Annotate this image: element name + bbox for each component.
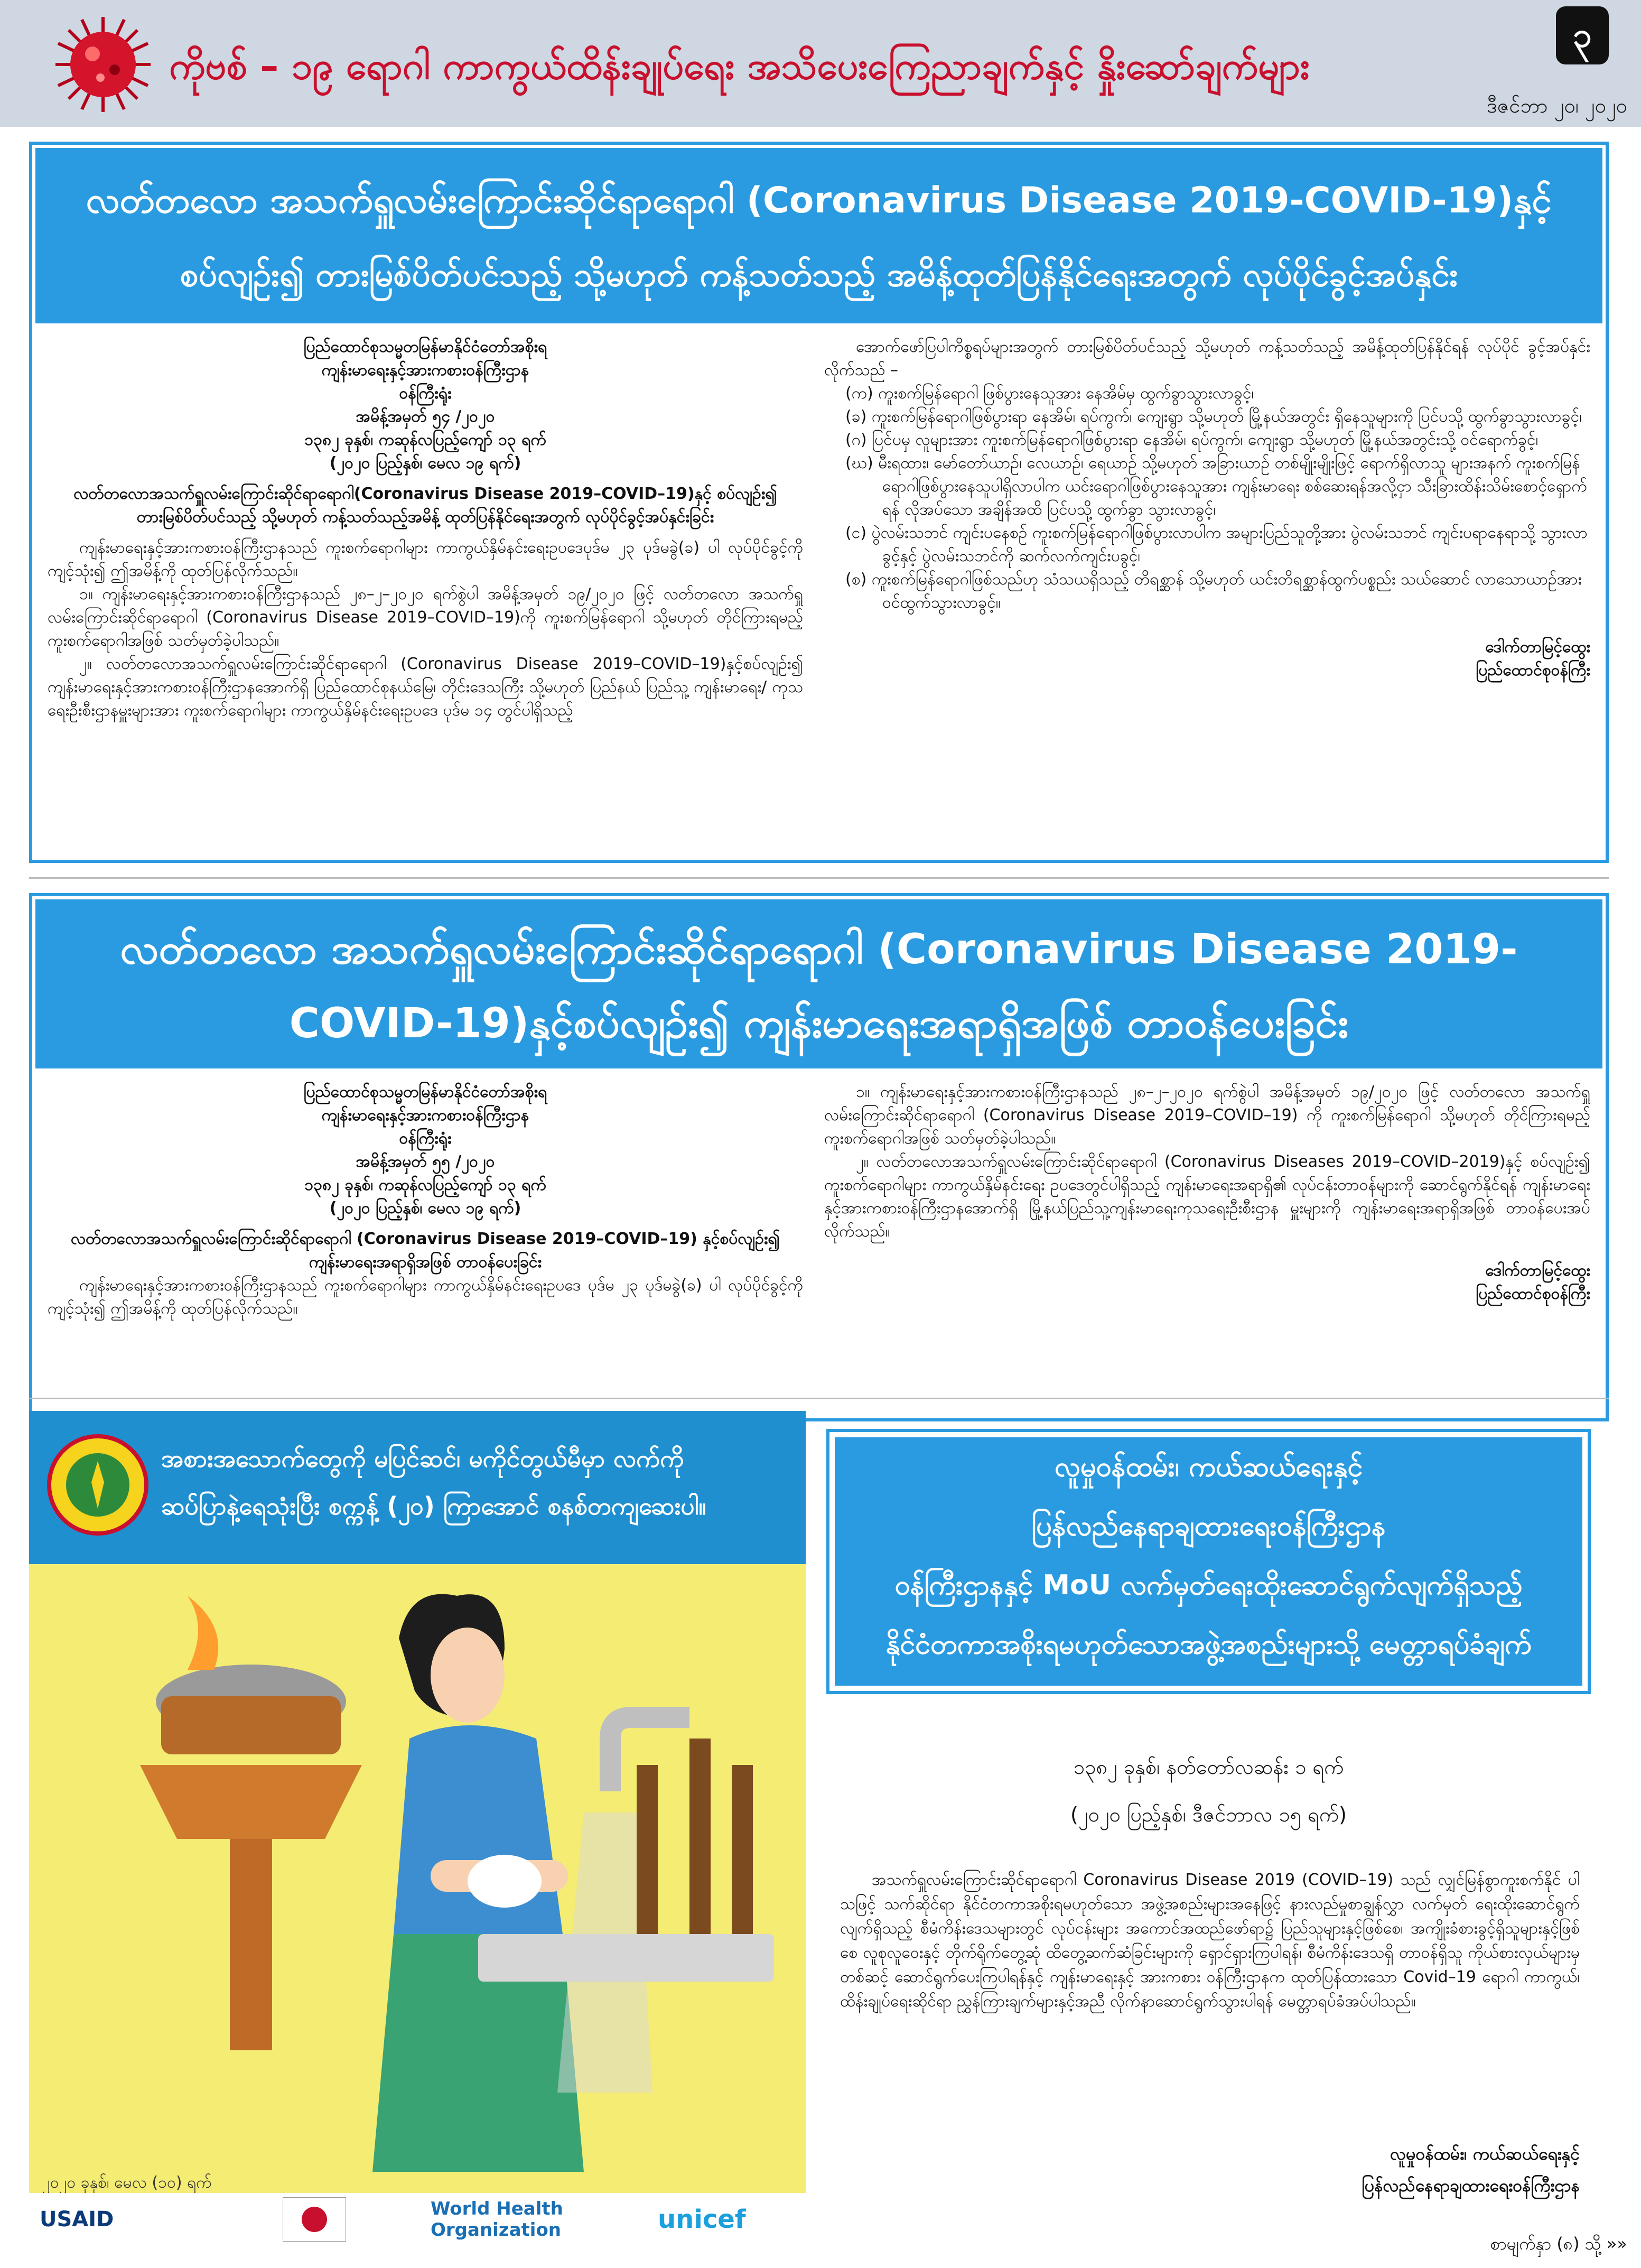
order-54-title-line1: လတ်တလော အသက်ရှူလမ်းကြောင်းဆိုင်ရာရောဂါ (Coronavirus Disease 2019-COVID-19)နှင့် xyxy=(86,180,1552,221)
handwashing-illustration xyxy=(29,1564,806,2172)
order-paragraph-2: ၂။ လတ်တလောအသက်ရှူလမ်းကြောင်းဆိုင်ရာရောဂါ (Coronavirus Disease 2019–COVID–19)နှင့်စပ်လျဉ်း၍ ကျန်းမာရေးနှင့်အားကစားဝန်ကြီးဌာနအောက်ရှိ ပြည်ထောင်စုနယ်မြေ၊ တိုင်းဒေသကြီး သို့မဟုတ် ပြည်နယ် ပြည်သူ့ ကျန်းမာရေး/ ကုသရေးဦးစီးဌာနမှူးများအား ကူးစက်ရောဂါများ ကာကွယ်နှိမ်နင်းရေးဥပဒေ ပုဒ်မ ၁၄ တွင်ပါရှိသည့် xyxy=(48,655,803,720)
order-header-line: ကျန်းမာရေးနှင့်အားကစားဝန်ကြီးဌာန xyxy=(321,1106,529,1124)
signatory-name: ဒေါက်တာမြင့်ထွေး xyxy=(1485,1261,1590,1280)
order-paragraph-2: ၂။ လတ်တလောအသက်ရှူလမ်းကြောင်းဆိုင်ရာရောဂါ (Coronavirus Diseases 2019–COVID–2019)နှင့် စပ်လျဉ်း၍ ကူးစက်ရောဂါများ ကာကွယ်နှိမ်နင်းရေး ဥပဒေတွင်ပါရှိသည့် ကျန်းမာရေးအရာရှိ၏ လုပ်ငန်းတာဝန်များကို ဆောင်ရွက်နိုင်ရန် ကျန်းမာရေးနှင့်အားကစားဝန်ကြီးဌာနအောက်ရှိ မြို့နယ်ပြည်သူ့ကျန်းမာရေးကုသရေးဦးစီးဌာန မှူးများကို ကျန်းမာရေးအရာရှိအဖြစ် တာဝန်ပေးအပ်လိုက်သည်။ xyxy=(824,1152,1590,1241)
order-54-right-column xyxy=(824,336,1590,856)
order-55-title-line1: လတ်တလော အသက်ရှူလမ်းကြောင်းဆိုင်ရာရောဂါ (Coronavirus Disease 2019- xyxy=(120,926,1518,973)
order-paragraph-1: ၁။ ကျန်းမာရေးနှင့်အားကစားဝန်ကြီးဌာနသည် ၂၈–၂–၂၀၂၀ ရက်စွဲပါ အမိန့်အမှတ် ၁၉/၂၀၂၀ ဖြင့် လတ်တလော အသက်ရှူလမ်းကြောင်းဆိုင်ရာရောဂါ (Coronavirus Disease 2019–COVID–19) ကို ကူးစက်မြန်ရောဂါ သို့မဟုတ် တိုင်ကြားရမည့် ကူးစက်ရောဂါအဖြစ် သတ်မှတ်ခဲ့ပါသည်။ xyxy=(824,1083,1590,1148)
order-header-line: ပြည်ထောင်စုသမ္မတမြန်မာနိုင်ငံတော်အစိုးရ xyxy=(303,1083,547,1101)
order-header-line: ကျန်းမာရေးနှင့်အားကစားဝန်ကြီးဌာန xyxy=(321,361,529,379)
order-subject: လတ်တလောအသက်ရှူလမ်းကြောင်းဆိုင်ရာရောဂါ (Coronavirus Disease 2019–COVID–19) နှင့်စပ်လျဉ်း၍ ကျန်းမာရေးအရာရှိအဖြစ် တာဝန်ပေးခြင်း xyxy=(71,1230,780,1271)
memo-title-line: လူမှုဝန်ထမ်း၊ ကယ်ဆယ်ရေးနှင့် xyxy=(1054,1451,1363,1483)
signatory-title: ပြည်ထောင်စုဝန်ကြီး xyxy=(1476,1285,1590,1303)
memo-title-line: ပြန်လည်နေရာချထားရေးဝန်ကြီးဌာန xyxy=(1031,1510,1386,1542)
memo-date-myanmar: ၁၃၈၂ ခုနှစ်၊ နတ်တော်လဆန်း ၁ ရက် xyxy=(1073,1755,1344,1779)
order-54-title-line2: စပ်လျဉ်း၍ တားမြစ်ပိတ်ပင်သည့် သို့မဟုတ် ကန့်သတ်သည့် အမိန့်ထုတ်ပြန်နိုင်ရေးအတွက် လုပ်ပိုင်ခွင့်အပ်နှင်း xyxy=(180,255,1458,294)
page-title: ကိုဗစ် – ၁၉ ရောဂါ ကာကွယ်ထိန်းချုပ်ရေး အသိပေးကြေညာချက်နှင့် နှိုးဆော်ချက်များ xyxy=(169,44,1310,88)
ministry-emblem-icon xyxy=(45,1432,151,1538)
order-55-left-column xyxy=(48,1081,803,1414)
order-item: (က) ကူးစက်မြန်ရောဂါ ဖြစ်ပွားနေသူအား နေအိမ်မှ ထွက်ခွာသွားလာခွင့်၊ xyxy=(845,384,1254,403)
poster-message xyxy=(161,1435,795,1551)
coronavirus-icon xyxy=(50,12,156,117)
memo-title-line: ဝန်ကြီးဌာနနှင့် MoU လက်မှတ်ရေးထိုးဆောင်ရွက်လျက်ရှိသည့် xyxy=(894,1569,1523,1601)
order-55-banner xyxy=(35,899,1602,1068)
who-logo: World Health Organization xyxy=(431,2198,563,2241)
order-header-line: (၂၀၂၀ ပြည့်နှစ်၊ မေလ ၁၉ ရက်) xyxy=(329,454,521,472)
order-paragraph-1: ၁။ ကျန်းမာရေးနှင့်အားကစားဝန်ကြီးဌာနသည် ၂၈–၂–၂၀၂၀ ရက်စွဲပါ အမိန့်အမှတ် ၁၉/၂၀၂၀ ဖြင့် လတ်တလော အသက်ရှူလမ်းကြောင်းဆိုင်ရာရောဂါ (Coronavirus Disease 2019–COVID–19)ကို ကူးစက်မြန်ရောဂါ သို့မဟုတ် တိုင်ကြားရမည့် ကူးစက်ရောဂါအဖြစ် သတ်မှတ်ခဲ့ပါသည်။ xyxy=(48,585,803,650)
continued-on-page-note: စာမျက်နှာ (၈) သို့ »» xyxy=(1490,2234,1627,2254)
signatory-title: ပြည်ထောင်စုဝန်ကြီး xyxy=(1476,661,1590,680)
order-item: (ခ) ကူးစက်မြန်ရောဂါဖြစ်ပွားရာ နေအိမ်၊ ရပ်ကွက်၊ ကျေးရွာ သို့မဟုတ် မြို့နယ်အတွင်း ရှိနေသူများကို ပြင်ပသို့ ထွက်ခွာသွားလာခွင့်၊ xyxy=(845,407,1582,426)
page-number-badge: ၃ xyxy=(1556,6,1609,64)
issue-date: ဒီဇင်ဘာ ၂၀၊ ၂၀၂၀ xyxy=(1487,94,1627,117)
order-intro: ကျန်းမာရေးနှင့်အားကစားဝန်ကြီးဌာနသည် ကူးစက်ရောဂါများ ကာကွယ်နှိမ်နင်းရေးဥပဒေ ပုဒ်မ ၂၃ ပုဒ်မခွဲ(ခ) ပါ လုပ်ပိုင်ခွင့်ကိုကျင့်သုံး၍ ဤအမိန့်ကို ထုတ်ပြန်လိုက်သည်။ xyxy=(48,1276,803,1318)
order-header-line: (၂၀၂၀ ပြည့်နှစ်၊ မေလ ၁၉ ရက်) xyxy=(329,1199,521,1217)
order-header-line: အမိန့်အမှတ် ၅၄ /၂၀၂၀ xyxy=(356,407,495,426)
order-item: (ဂ) ပြင်ပမှ လူများအား ကူးစက်မြန်ရောဂါဖြစ်ပွားရာ နေအိမ်၊ ရပ်ကွက်၊ ကျေးရွာ သို့မဟုတ် မြို့နယ်အတွင်းသို့ ဝင်ရောက်ခွင့်၊ xyxy=(845,431,1539,449)
poster-message-line2: ဆပ်ပြာနဲ့ရေသုံးပြီး စက္ကန့် (၂၀) ကြာအောင် စနစ်တကျဆေးပါ။ xyxy=(161,1492,706,1520)
order-header-line: ၁၃၈၂ ခုနှစ်၊ ကဆုန်လပြည့်ကျော် ၁၃ ရက် xyxy=(304,1176,546,1194)
signatory-name: ဒေါက်တာမြင့်ထွေး xyxy=(1485,638,1590,656)
poster-message-line1: အစားအသောက်တွေကို မပြင်ဆင်၊ မကိုင်တွယ်မီမှာ လက်ကို xyxy=(161,1444,684,1473)
handwash-poster xyxy=(29,1411,806,2246)
memo-signatory-line1: လူမှုဝန်ထမ်း၊ ကယ်ဆယ်ရေးနှင့် xyxy=(1390,2144,1580,2164)
order-item: (ဃ) မီးရထား၊ မော်တော်ယာဉ်၊ လေယာဉ်၊ ရေယာဉ် သို့မဟုတ် အခြားယာဉ် တစ်မျိုးမျိုးဖြင့် ရောက်ရှိလာသူ များအနက် ကူးစက်မြန်ရောဂါဖြစ်ပွားနေသူပါရှိလာပါက ယင်းရောဂါဖြစ်ပွားနေသူအား ကျန်းမာရေး စစ်ဆေးရန်အလို့ငှာ သီးခြားထိန်းသိမ်းစောင့်ရှောက်ရန် လိုအပ်သော အချိန်အထိ ပြင်ပသို့ ထွက်ခွာ သွားလာခွင့်၊ xyxy=(845,454,1587,519)
order-54-left-column xyxy=(48,336,803,856)
order-54-banner xyxy=(35,148,1602,323)
order-header-line: ၁၃၈၂ ခုနှစ်၊ ကဆုန်လပြည့်ကျော် ၁၃ ရက် xyxy=(304,431,546,449)
memo-signatory-line2: ပြန်လည်နေရာချထားရေးဝန်ကြီးဌာန xyxy=(1362,2176,1580,2196)
memo-body: အသက်ရှူလမ်းကြောင်းဆိုင်ရာရောဂါ Coronavirus Disease 2019 (COVID–19) သည် လျှင်မြန်စွာကူးစက်နိုင် ပါသဖြင့် သက်ဆိုင်ရာ နိုင်ငံတကာအစိုးရမဟုတ်သော အဖွဲ့အစည်းများအနေဖြင့် နားလည်မှုစာချွန်လွှာ လက်မှတ် ရေးထိုးဆောင်ရွက်လျက်ရှိသည့် စီမံကိန်းဒေသများတွင် လုပ်ငန်းများ အကောင်အထည်ဖော်ရာ၌ ပြည်သူများနှင့်ဖြစ်စေ၊ အကျိုးခံစားခွင့်ရှိသူများနှင့်ဖြစ်စေ လူစုလူဝေးနှင့် တိုက်ရိုက်တွေ့ဆုံ ထိတွေ့ဆက်ဆံခြင်းများကို ရှောင်ရှားကြပါရန်၊ စီမံကိန်းဒေသရှိ တာဝန်ရှိသူ ကိုယ်စားလှယ်များမှတစ်ဆင့် ဆောင်ရွက်ပေးကြပါရန်နှင့် ကျန်းမာရေးနှင့် အားကစား ဝန်ကြီးဌာနက ထုတ်ပြန်ထားသော Covid–19 ရောဂါ ကာကွယ်၊ ထိန်းချုပ်ရေးဆိုင်ရာ ညွှန်ကြားချက်များနှင့်အညီ လိုက်နာဆောင်ရွက်သွားပါရန် မေတ္တာရပ်ခံအပ်ပါသည်။ xyxy=(840,1871,1580,2011)
order-intro: ကျန်းမာရေးနှင့်အားကစားဝန်ကြီးဌာနသည် ကူးစက်ရောဂါများ ကာကွယ်နှိမ်နင်းရေးဥပဒေပုဒ်မ ၂၃ ပုဒ်မခွဲ(ခ) ပါ လုပ်ပိုင်ခွင့်ကို ကျင့်သုံး၍ ဤအမိန့်ကို ထုတ်ပြန်လိုက်သည်။ xyxy=(48,538,803,580)
order-header-line: အမိန့်အမှတ် ၅၅ /၂၀၂၀ xyxy=(356,1152,495,1171)
order-header-line: ဝန်ကြီးရုံး xyxy=(399,384,452,403)
memo-title-line: နိုင်ငံတကာအစိုးရမဟုတ်သောအဖွဲ့အစည်းများသို့ မေတ္တာရပ်ခံချက် xyxy=(885,1629,1532,1660)
order-item: (င) ပွဲလမ်းသဘင် ကျင်းပနေစဉ် ကူးစက်မြန်ရောဂါဖြစ်ပွားလာပါက အများပြည်သူတို့အား ပွဲလမ်းသဘင် ကျင်းပရာနေရာသို့ သွားလာခွင့်နှင့် ပွဲလမ်းသဘင်ကို ဆက်လက်ကျင်းပခွင့်၊ xyxy=(845,524,1588,565)
poster-date: ၂၀၂၀ ခုနှစ်၊ မေလ (၁၀) ရက် xyxy=(42,2173,212,2192)
order-subject: လတ်တလောအသက်ရှူလမ်းကြောင်းဆိုင်ရာရောဂါ(Coronavirus Disease 2019–COVID–19)နှင့် စပ်လျဉ်း၍ တားမြစ်ပိတ်ပင်သည့် သို့မဟုတ် ကန့်သတ်သည့်အမိန့် ထုတ်ပြန်နိုင်ရေးအတွက် လုပ်ပိုင်ခွင့်အပ်နှင်းခြင်း xyxy=(73,485,777,526)
order-right-intro: အောက်ဖော်ပြပါကိစ္စရပ်များအတွက် တားမြစ်ပိတ်ပင်သည့် သို့မဟုတ် ကန့်သတ်သည့် အမိန့်ထုတ်ပြန်နိုင်ရန် လုပ်ပိုင် ခွင့်အပ်နှင်းလိုက်သည် – xyxy=(824,338,1590,379)
section-divider xyxy=(29,877,1609,879)
memo-date-gregorian: (၂၀၂၀ ပြည့်နှစ်၊ ဒီဇင်ဘာလ ၁၅ ရက်) xyxy=(1070,1803,1347,1826)
order-55-title-line2: COVID-19)နှင့်စပ်လျဉ်း၍ ကျန်းမာရေးအရာရှိအဖြစ် တာဝန်ပေးခြင်း xyxy=(289,1000,1349,1047)
order-header-line: ဝန်ကြီးရုံး xyxy=(399,1129,452,1148)
usaid-logo: USAID xyxy=(40,2207,114,2232)
order-55-right-column xyxy=(824,1081,1590,1414)
section-divider xyxy=(29,1398,1609,1399)
order-header-line: ပြည်ထောင်စုသမ္မတမြန်မာနိုင်ငံတော်အစိုးရ xyxy=(303,338,547,356)
unicef-logo: unicef xyxy=(658,2205,746,2234)
japan-flag-icon xyxy=(283,2197,346,2242)
memo-banner xyxy=(829,1432,1588,1691)
order-item: (စ) ကူးစက်မြန်ရောဂါဖြစ်သည်ဟု သံသယရှိသည့် တိရစ္ဆာန် သို့မဟုတ် ယင်းတိရစ္ဆာန်ထွက်ပစ္စည်း သယ်ဆောင် လာသောယာဉ်အား ဝင်ထွက်သွားလာခွင့်။ xyxy=(845,570,1582,612)
